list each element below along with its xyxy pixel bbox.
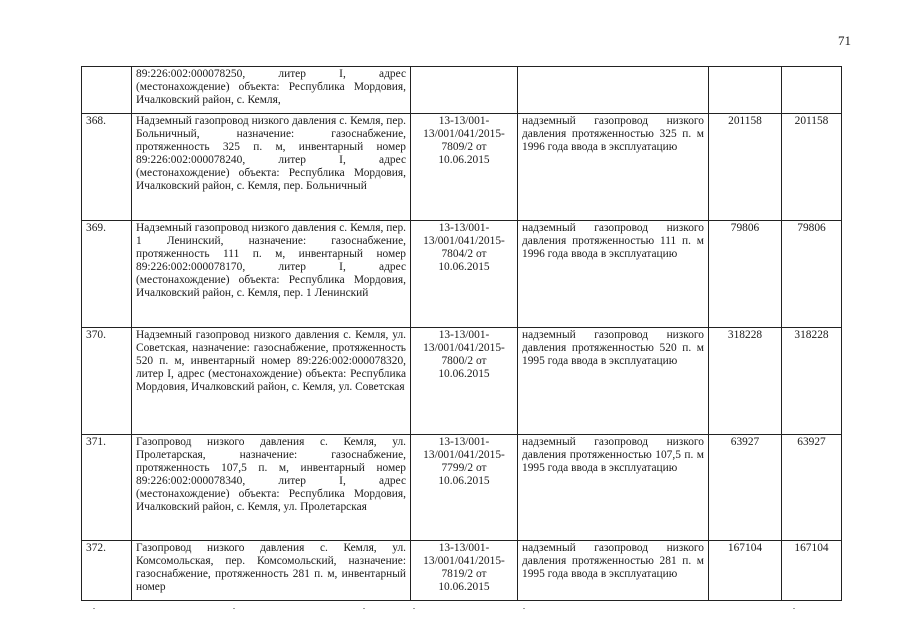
value-cell: 63927 [709, 435, 782, 541]
value-cell: 167104 [709, 541, 782, 601]
registration-cell: 13-13/001-13/001/041/2015-7819/2 от 10.06.2015 [411, 541, 518, 601]
registration-cell: 13-13/001-13/001/041/2015-7809/2 от 10.06.2015 [411, 114, 518, 221]
object-cell: надземный газопровод низкого давления протяженностью 281 п. м 1995 года ввода в эксплуатацию [518, 541, 709, 601]
scan-artifacts [81, 608, 841, 612]
description-cell: 89:226:002:000078250, литер I, адрес (местонахождение) объекта: Республика Мордовия, Ичалковский район, с. Кемля, [132, 67, 411, 114]
object-cell: надземный газопровод низкого давления протяженностью 111 п. м 1996 года ввода в эксплуатацию [518, 221, 709, 328]
description-cell: Газопровод низкого давления с. Кемля, ул. Комсомольская, пер. Комсомольский, назначение: газоснабжение, протяженность 281 п. м, инвентарный номер [132, 541, 411, 601]
row-number-cell: 368. [82, 114, 132, 221]
description-cell: Надземный газопровод низкого давления с. Кемля, пер. 1 Ленинский, назначение: газоснабжение, протяженность 111 п. м, инвентарный номер 89:226:002:000078170, литер I, адрес (местонахождение) объекта: Республика Мордовия, Ичалковский район, с. Кемля, пер. 1 Ленинский [132, 221, 411, 328]
value-cell: 79806 [709, 221, 782, 328]
description-cell: Надземный газопровод низкого давления с. Кемля, пер. Больничный, назначение: газоснабжение, протяженность 325 п. м, инвентарный номер 89:226:002:000078240, литер I, адрес (местонахождение) объекта: Республика Мордовия, Ичалковский район, с. Кемля, пер. Больничный [132, 114, 411, 221]
registration-cell: 13-13/001-13/001/041/2015-7800/2 от 10.06.2015 [411, 328, 518, 435]
registry-table [81, 66, 842, 601]
object-cell: надземный газопровод низкого давления протяженностью 520 п. м 1995 года ввода в эксплуатацию [518, 328, 709, 435]
registration-cell: 13-13/001-13/001/041/2015-7804/2 от 10.06.2015 [411, 221, 518, 328]
value-cell: 201158 [782, 114, 842, 221]
value-cell: 167104 [782, 541, 842, 601]
value-cell [709, 67, 782, 114]
table-row [82, 541, 842, 601]
value-cell: 63927 [782, 435, 842, 541]
value-cell: 318228 [709, 328, 782, 435]
object-cell: надземный газопровод низкого давления протяженностью 325 п. м 1996 года ввода в эксплуатацию [518, 114, 709, 221]
row-number-cell: 369. [82, 221, 132, 328]
row-number-cell: 371. [82, 435, 132, 541]
value-cell: 201158 [709, 114, 782, 221]
page-number: 71 [838, 33, 851, 48]
table-row [82, 114, 842, 221]
registration-cell [411, 67, 518, 114]
value-cell: 79806 [782, 221, 842, 328]
value-cell: 318228 [782, 328, 842, 435]
table-row [82, 328, 842, 435]
registration-cell: 13-13/001-13/001/041/2015-7799/2 от 10.06.2015 [411, 435, 518, 541]
description-cell: Газопровод низкого давления с. Кемля, ул. Пролетарская, назначение: газоснабжение, протяженность 107,5 п. м, инвентарный номер 89:226:002:000078340, литер I, адрес (местонахождение) объекта: Республика Мордовия, Ичалковский район, с. Кемля, ул. Пролетарская [132, 435, 411, 541]
row-number-cell: 372. [82, 541, 132, 601]
row-number-cell: 370. [82, 328, 132, 435]
table-row [82, 221, 842, 328]
table-row [82, 435, 842, 541]
object-cell: надземный газопровод низкого давления протяженностью 107,5 п. м 1995 года ввода в эксплуатацию [518, 435, 709, 541]
object-cell [518, 67, 709, 114]
value-cell [782, 67, 842, 114]
description-cell: Надземный газопровод низкого давления с. Кемля, ул. Советская, назначение: газоснабжение, протяженность 520 п. м, инвентарный номер 89:226:002:000078320, литер I, адрес (местонахождение) объекта: Республика Мордовия, Ичалковский район, с. Кемля, ул. Советская [132, 328, 411, 435]
table-row [82, 67, 842, 114]
row-number-cell [82, 67, 132, 114]
